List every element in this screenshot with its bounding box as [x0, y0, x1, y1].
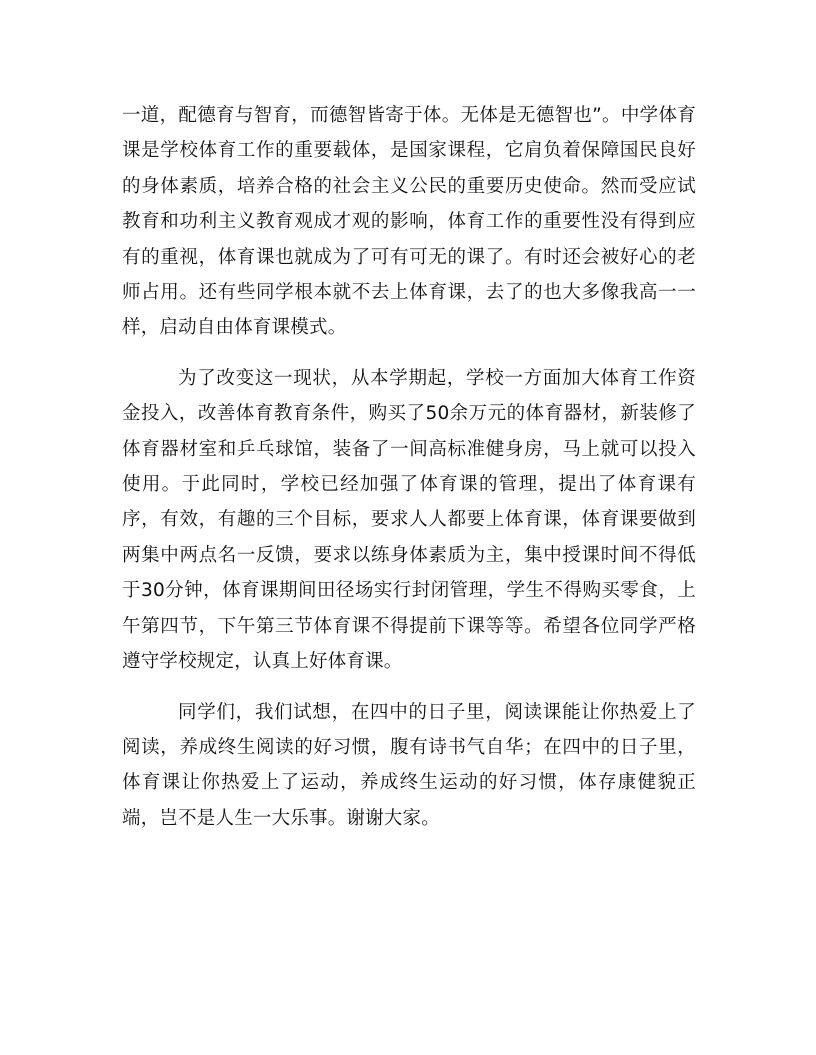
paragraph-closing: 同学们，我们试想，在四中的日子里，阅读课能让你热爱上了阅读，养成终生阅读的好习惯，腹有诗书气自华；在四中的日子里，体育课让你热爱上了运动，养成终生运动的好习惯，体存康健貌正端，岂不是人生一大乐事。谢谢大家。 [122, 701, 696, 829]
paragraph-school-reform: 为了改变这一现状，从本学期起，学校一方面加大体育工作资金投入，改善体育教育条件，购买了50余万元的体育器材，新装修了体育器材室和乒乓球馆，装备了一间高标准健身房，马上就可以投入使用。于此同时，学校已经加强了体育课的管理，提出了体育课有序，有效，有趣的三个目标，要求人人都要上体育课，体育课要做到两集中两点名一反馈，要求以练身体素质为主，集中授课时间不得低于30分钟，体育课期间田径场实行封闭管理，学生不得购买零食，上午第四节，下午第三节体育课不得提前下课等等。希望各位同学严格遵守学校规定，认真上好体育课。 [122, 367, 696, 673]
document-body [122, 98, 696, 836]
paragraph-continuation: 一道，配德育与智育，而德智皆寄于体。无体是无德智也”。中学体育课是学校体育工作的重要载体，是国家课程，它肩负着保障国民良好的身体素质，培养合格的社会主义公民的重要历史使命。然而受应试教育和功利主义教育观成才观的影响，体育工作的重要性没有得到应有的重视，体育课也就成为了可有可无的课了。有时还会被好心的老师占用。还有些同学根本就不去上体育课，去了的也大多像我高一一样，启动自由体育课模式。 [122, 105, 696, 339]
